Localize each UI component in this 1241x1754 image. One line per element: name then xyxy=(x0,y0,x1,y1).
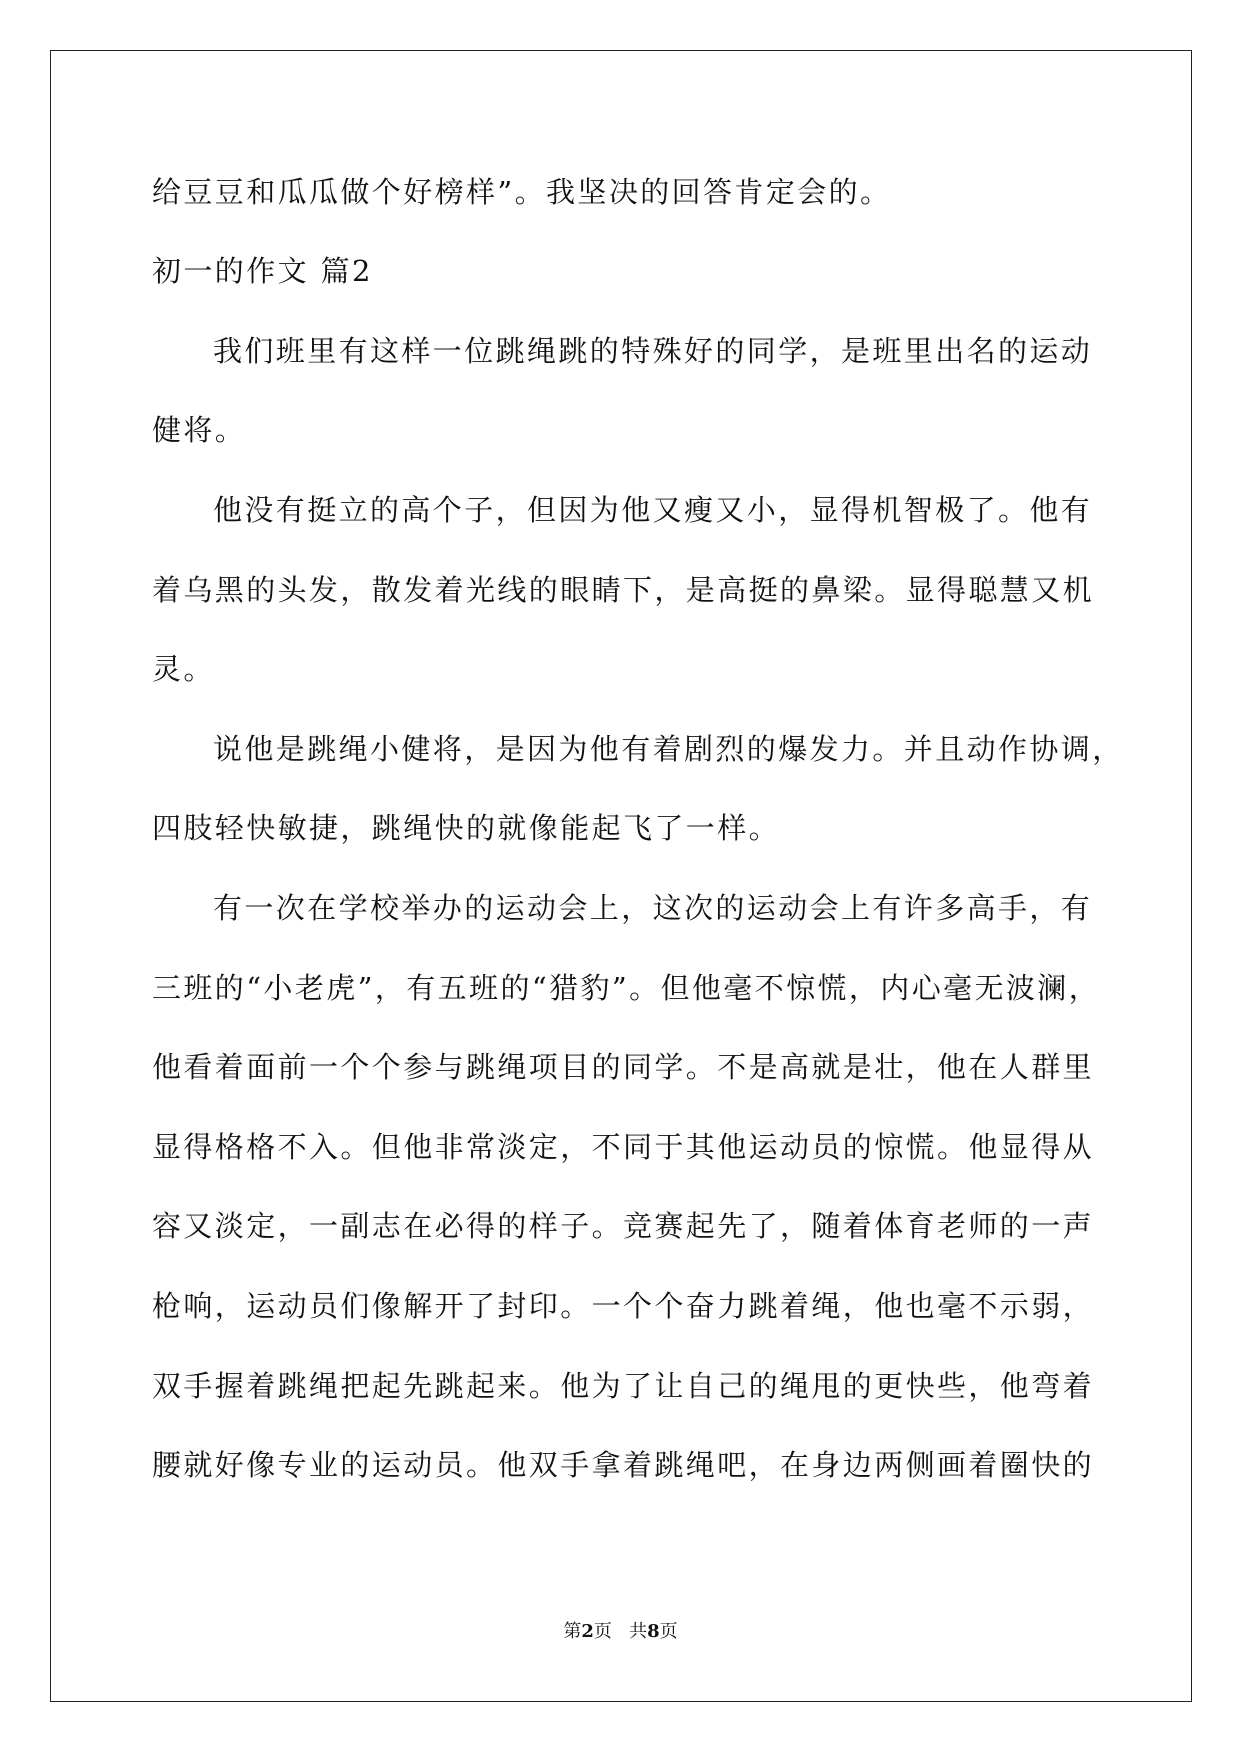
total-label-suffix: 页 xyxy=(659,1621,678,1642)
paragraph-line: 三班的“小老虎”，有五班的“猎豹”。但他毫不惊慌，内心毫无波澜， xyxy=(152,971,1101,1005)
section-heading: 初一的作文 篇2 xyxy=(152,254,373,288)
paragraph-line: 健将。 xyxy=(152,413,247,447)
page-label-prefix: 第 xyxy=(563,1621,582,1642)
paragraph-line: 他没有挺立的高个子，但因为他又瘦又小，显得机智极了。他有 xyxy=(213,493,1093,527)
page-label-suffix: 页 xyxy=(593,1621,612,1642)
text-line: 给豆豆和瓜瓜做个好榜样”。我坚决的回答肯定会的。 xyxy=(152,175,892,209)
paragraph-line: 有一次在学校举办的运动会上，这次的运动会上有许多高手，有 xyxy=(213,891,1093,925)
page-number: 2 xyxy=(581,1621,594,1642)
paragraph-line: 说他是跳绳小健将，是因为他有着剧烈的爆发力。并且动作协调， xyxy=(213,732,1124,766)
paragraph-line: 双手握着跳绳把起先跳起来。他为了让自己的绳甩的更快些，他弯着 xyxy=(152,1369,1095,1403)
page-footer xyxy=(0,1620,1241,1644)
paragraph-line: 着乌黑的头发，散发着光线的眼睛下，是高挺的鼻梁。显得聪慧又机 xyxy=(152,573,1095,607)
paragraph-line: 我们班里有这样一位跳绳跳的特殊好的同学，是班里出名的运动 xyxy=(213,334,1093,368)
paragraph-line: 四肢轻快敏捷，跳绳快的就像能起飞了一样。 xyxy=(152,811,781,845)
total-pages: 8 xyxy=(647,1621,660,1642)
paragraph-line: 容又淡定，一副志在必得的样子。竞赛起先了，随着体育老师的一声 xyxy=(152,1209,1095,1243)
paragraph-line: 他看着面前一个个参与跳绳项目的同学。不是高就是壮，他在人群里 xyxy=(152,1050,1095,1084)
paragraph-line: 显得格格不入。但他非常淡定，不同于其他运动员的惊慌。他显得从 xyxy=(152,1130,1095,1164)
paragraph-line: 枪响，运动员们像解开了封印。一个个奋力跳着绳，他也毫不示弱， xyxy=(152,1289,1095,1323)
total-label-prefix: 共 xyxy=(629,1621,648,1642)
paragraph-line: 腰就好像专业的运动员。他双手拿着跳绳吧，在身边两侧画着圈快的 xyxy=(152,1448,1095,1482)
paragraph-line: 灵。 xyxy=(152,652,215,686)
